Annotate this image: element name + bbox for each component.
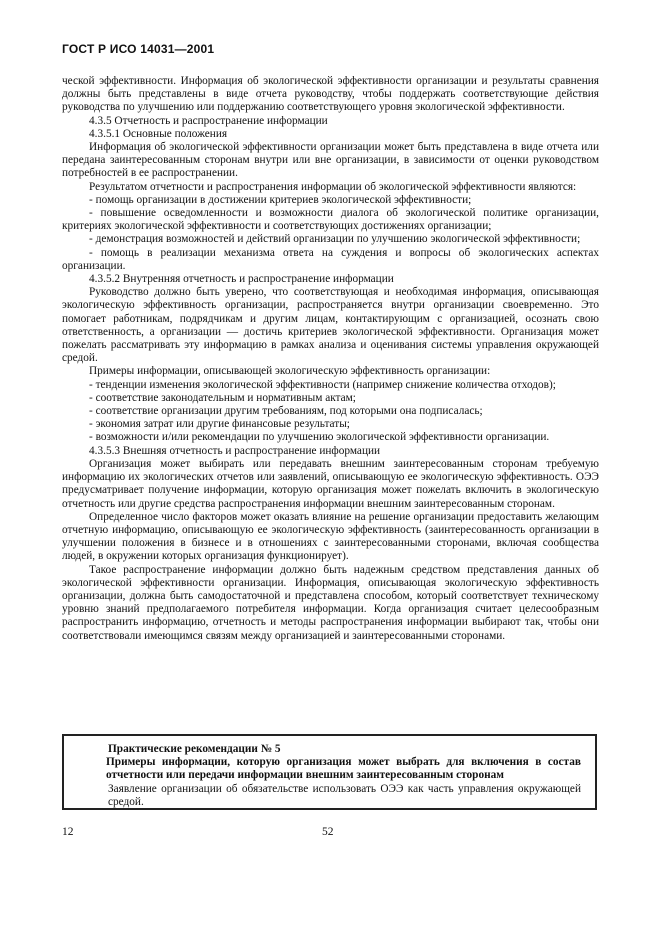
list-item: - помощь организации в достижении критериев экологической эффективности; [89,193,472,206]
main-text [62,75,599,643]
page-number: 12 [62,826,74,838]
center-page-number: 52 [322,826,334,838]
paragraph: Такое распространение информации должно быть надежным средством представления данных об экологической эффективности организации. Информация, описывающая экологическую эффективность организации, должна быть самодостаточной и представлена способом, который соответствует техническому уровню знаний предполагаемого потребителя информации. Когда организация считает целесообразным распространить информацию, отчетность и методы распространения информации выбирают так, чтобы они соответствовали имеющимся связям между организацией и заинтересованными сторонами. [62,563,599,642]
list-item: - помощь в реализации механизма ответа на суждения и вопросы об экологических аспектах организации. [62,246,599,272]
practical-recommendations-box [62,734,597,810]
list-item: - экономия затрат или другие финансовые результаты; [89,418,350,431]
section-heading: 4.3.5.1 Основные положения [89,127,228,140]
paragraph: Информация об экологической эффективности организации может быть представлена в виде отчета или передана заинтересованным сторонам внутри или вне организации, в зависимости от оценки руководством потребностей в ее распространении. [62,141,599,180]
list-item: - демонстрация возможностей и действий организации по улучшению экологической эффективности; [89,233,581,246]
paragraph: Примеры информации, описывающей экологическую эффективность организации: [89,365,491,378]
list-item: - соответствие законодательным и нормативным актам; [89,391,356,404]
document-header: ГОСТ Р ИСО 14031—2001 [62,42,215,56]
paragraph: ческой эффективности. Информация об экологической эффективности организации и результаты сравнения должны быть представлены в виде отчета руководству, чтобы поддержать соответствующие действия руководства по улучшению или поддержанию соответствующего уровня экологической эффективности. [62,75,599,114]
section-heading: 4.3.5.2 Внутренняя отчетность и распространение информации [89,273,394,286]
paragraph: Результатом отчетности и распространения информации об экологической эффективности являются: [89,180,577,193]
list-item: - возможности и/или рекомендации по улучшению экологической эффективности организации. [89,431,550,444]
list-item: - соответствие организации другим требованиям, под которыми она подписалась; [89,405,483,418]
list-item: - повышение осведомленности и возможности диалога об экологической политике организации, критериях экологической эффективности и соответствующих достижениях организации; [62,207,599,233]
box-title: Практические рекомендации № 5 [108,743,281,755]
paragraph: Определенное число факторов может оказать влияние на решение организации предоставить желающим отчетную информацию, описывающую ее экологическую эффективность (заинтересованность организации в улучшении положения в бизнесе и в отношениях с заинтересованными сторонами, включая сообщества людей, в окружении которых организация функционирует). [62,510,599,563]
list-item: - тенденции изменения экологической эффективности (например снижение количества отходов); [89,378,556,391]
box-body: Заявление организации об обязательстве использовать ОЭЭ как часть управления окружающей средой. [108,782,581,808]
paragraph: Руководство должно быть уверено, что соответствующая и необходимая информация, описывающая экологическую эффективность организации, распространяется внутри организации своевременно. Это помогает работникам, подрядчикам и другим лицам, контактирующим с организацией, осознать свою ответственность, а организации — достичь критериев экологической эффективности. Организация может пожелать рассматривать эту информацию в рамках анализа и оценивания системы управления окружающей средой. [62,286,599,365]
box-subtitle: Примеры информации, которую организация может выбрать для включения в состав отчетности или передачи информации внешним заинтересованным сторонам [106,756,581,782]
paragraph: Организация может выбирать или передавать внешним заинтересованным сторонам требуемую информацию их экологических отчетов или заявлений, описывающую ее экологическую эффективность. ОЭЭ предусматривает получение информации, которую организация может пожелать включить в экологическую отчетность или другие средства распространения информации внешним заинтересованным сторонам. [62,457,599,510]
section-heading: 4.3.5.3 Внешняя отчетность и распространение информации [89,444,381,457]
section-heading: 4.3.5 Отчетность и распространение информации [89,114,328,127]
